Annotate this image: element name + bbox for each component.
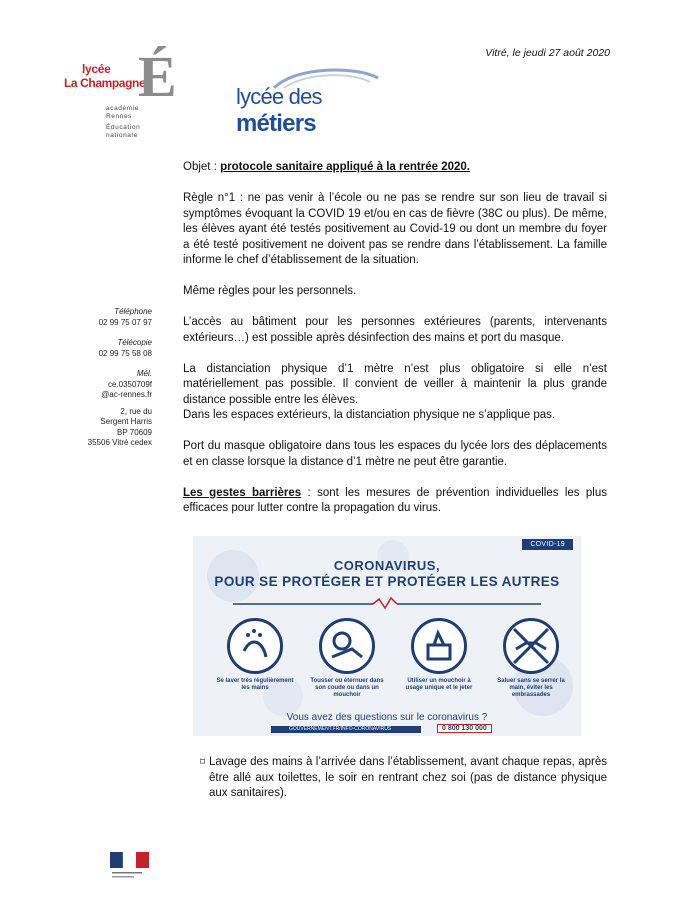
bullet-lavage-text: Lavage des mains à l’arrivée dans l’établissement, avant chaque repas, après être allé aux toilettes, le soir en rentrant chez soi (pas de distance physique aux sanitaires). [209, 756, 607, 799]
coronavirus-poster [193, 536, 581, 736]
logo-sub-1: académie [106, 105, 139, 112]
no-handshake-icon [503, 618, 559, 674]
logo-big-letter: É [138, 44, 177, 109]
address-line-1: 2, rue du [120, 406, 152, 416]
letter-body [183, 160, 607, 532]
logo-line1: lycée [82, 62, 111, 76]
heart-hand-divider-icon [233, 596, 541, 610]
fax-label: Télécopie [117, 338, 152, 347]
caption-handwash: Se laver très régulièrement les mains [216, 678, 294, 691]
contact-block [30, 307, 152, 449]
lycee-des-metiers-logo [232, 60, 402, 137]
mail-label: Mél. [136, 369, 152, 378]
paragraph-acces: L’accès au bâtiment pour les personnes extérieures (parents, intervenants extérieurs…) est possible après désinfection des mains et port du masque. [183, 316, 607, 344]
logo-sub-4: nationale [106, 132, 138, 139]
poster-title-1: CORONAVIRUS, [333, 558, 441, 573]
poster-title-2: POUR SE PROTÉGER ET PROTÉGER LES AUTRES [214, 574, 560, 589]
address-line-2: Sergent Harris [100, 417, 152, 426]
address-line-4: 35506 Vitré cedex [87, 438, 152, 447]
paragraph-regle1: Règle n°1 : ne pas venir à l’école ou ne pas se rendre sur son lieu de travail si symptômes évoquant la COVID 19 et/ou en cas de fièvre (38C ou plus). De même, les élèves ayant été testés positivement au Covid-19 ou dont un membre du foyer a été testé positivement ne doivent pas se rendre dans l’établissement. La famille informe le chef d’établissement de la situation. [183, 192, 607, 266]
caption-tissue: Utiliser un mouchoir à usage unique et le jeter [405, 678, 473, 691]
paragraph-distanciation: La distanciation physique d’1 mètre n’est plus obligatoire si elle n’est matériellement pas possible. Il convient de veiller à maintenir la plus grande distance possible entre les élèves. [183, 362, 607, 406]
poster-phone: 0 800 130 000 [437, 724, 492, 733]
gestes-title: Les gestes barrières [183, 486, 302, 499]
bullet-lavage [200, 755, 607, 802]
cough-elbow-icon [319, 618, 375, 674]
caption-handshake: Saluer sans se serrer la main, éviter les embrassades [497, 678, 565, 698]
logo-line2: La Champagne [64, 76, 146, 90]
covid-badge: COVID-19 [522, 539, 573, 550]
poster-url: GOUVERNEMENT.FR/INFO-CORONAVIRUS [271, 726, 421, 733]
address-line-3: BP 70609 [117, 427, 152, 437]
mail-value-1: ce.0350709f [107, 379, 152, 389]
logo-sub-2: Rennes [106, 113, 133, 120]
logo-sub-3: Éducation [106, 124, 141, 131]
paragraph-memes-regles: Même règles pour les personnels. [183, 285, 357, 297]
paragraph-distanciation-ext: Dans les espaces extérieurs, la distanciation physique ne s’applique pas. [183, 409, 556, 421]
caption-cough: Tousser ou éternuer dans son coude ou dans un mouchoir [310, 678, 384, 698]
objet-line: Objet : protocole sanitaire appliqué à la rentrée 2020. [183, 161, 470, 173]
tel-label: Téléphone [114, 307, 152, 316]
document-date: Vitré, le jeudi 27 août 2020 [485, 47, 610, 59]
paragraph-masque: Port du masque obligatoire dans tous les espaces du lycée lors des déplacements et en classe lorsque la distance d’1 mètre ne peut être garantie. [183, 440, 607, 468]
fax-value: 02 99 75 58 08 [98, 348, 152, 358]
tissue-icon [411, 618, 467, 674]
poster-question: Vous avez des questions sur le coronavirus ? [286, 712, 488, 723]
objet-title: protocole sanitaire appliqué à la rentrée 2020. [220, 161, 470, 173]
handwash-icon [227, 618, 283, 674]
logo-metiers-text: lycée des métiers [236, 84, 322, 137]
tel-value: 02 99 75 07 97 [98, 317, 152, 327]
paragraph-gestes: Les gestes barrières : sont les mesures de prévention individuelles les plus efficaces pour lutter contre la propagation du virus. [183, 486, 607, 514]
republique-francaise-logo-icon [108, 850, 152, 882]
lycee-la-champagne-logo [64, 44, 184, 140]
mail-value-2: @ac-rennes.fr [101, 390, 152, 399]
bullet-mark: ⌑ [200, 757, 206, 768]
